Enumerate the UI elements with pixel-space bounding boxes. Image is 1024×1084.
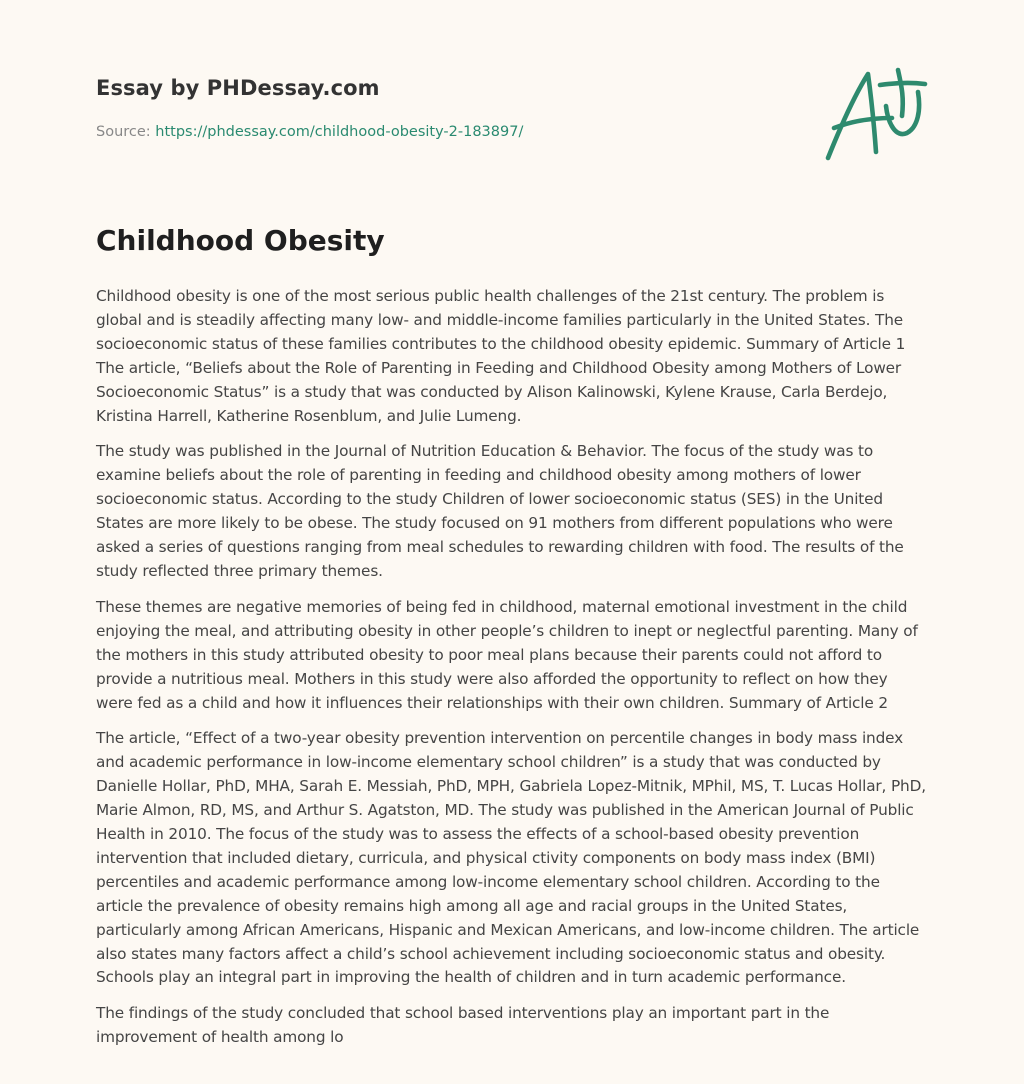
source-label: Source:	[96, 124, 156, 140]
site-header-title: Essay by PHDessay.com	[96, 76, 380, 100]
source-line	[96, 124, 523, 140]
essay-paragraph: The findings of the study concluded that school based interventions play an important part in the improvement of health among lo	[96, 1004, 830, 1047]
essay-paragraph: These themes are negative memories of being fed in childhood, maternal emotional investment in the child enjoying the meal, and attributing obesity in other people’s children to inept or neglectful parenting. Many of the mothers in this study attributed obesity to poor meal plans because their parents could not afford to provide a nutritious meal. Mothers in this study were also afforded the opportunity to reflect on how they were fed as a child and how it influences their relationships with their own children. Summary of Article 2	[96, 597, 918, 712]
source-link[interactable]: https://phdessay.com/childhood-obesity-2-183897/	[155, 124, 524, 140]
essay-title: Childhood Obesity	[96, 224, 385, 257]
essay-body	[96, 285, 928, 1062]
essay-paragraph: The article, “Effect of a two-year obesity prevention intervention on percentile changes in body mass index and academic performance in low-income elementary school children” is a study that was conducted by Danielle Hollar, PhD, MHA, Sarah E. Messiah, PhD, MPH, Gabriela Lopez-Mitnik, MPhil, MS, T. Lucas Hollar, PhD, Marie Almon, RD, MS, and Arthur S. Agatston, MD. The study was published in the American Journal of Public Health in 2010. The focus of the study was to assess the effects of a school-based obesity prevention intervention that included dietary, curricula, and physical ctivity components on body mass index (BMI) percentiles and academic performance among low-income elementary school children. According to the article the prevalence of obesity remains high among all age and racial groups in the United States, particularly among African Americans, Hispanic and Mexican Americans, and low-income children. The article also states many factors affect a child’s school achievement including socioeconomic status and obesity. Schools play an integral part in improving the health of children and in turn academic performance.	[96, 729, 926, 987]
essay-paragraph: The study was published in the Journal of Nutrition Education & Behavior. The focus of the study was to examine beliefs about the role of parenting in feeding and childhood obesity among mothers of lower socioeconomic status. According to the study Children of lower socioeconomic status (SES) in the United States are more likely to be obese. The study focused on 91 mothers from different populations who were asked a series of questions ranging from meal schedules to rewarding children with food. The results of the study reflected three primary themes.	[96, 442, 904, 580]
a-plus-grade-icon	[818, 66, 930, 166]
essay-paragraph: Childhood obesity is one of the most serious public health challenges of the 21st century. The problem is global and is steadily affecting many low- and middle-income families particularly in the United States. The socioeconomic status of these families contributes to the childhood obesity epidemic. Summary of Article 1 The article, “Beliefs about the Role of Parenting in Feeding and Childhood Obesity among Mothers of Lower Socioeconomic Status” is a study that was conducted by Alison Kalinowski, Kylene Krause, Carla Berdejo, Kristina Harrell, Katherine Rosenblum, and Julie Lumeng.	[96, 287, 906, 425]
